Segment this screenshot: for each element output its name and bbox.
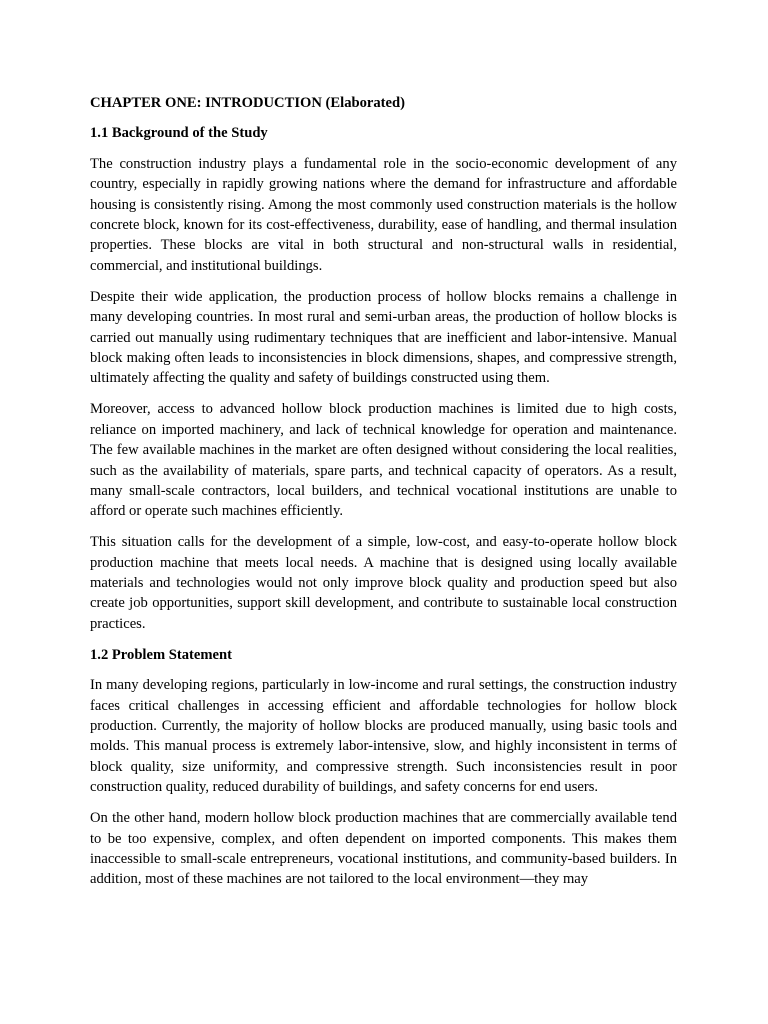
paragraph: On the other hand, modern hollow block production machines that are commercially available tend to be too expensive, complex, and often dependent on imported components. This makes them inaccessible to small-scale entrepreneurs, vocational institutions, and community-based builders. In addition, most of these machines are not tailored to the local environment—they may — [90, 810, 677, 888]
paragraph: This situation calls for the development of a simple, low-cost, and easy-to-operate hollow block production machine that meets local needs. A machine that is designed using locally available materials and technologies would not only improve block quality and production speed but also create job opportunities, support skill development, and contribute to sustainable local construction practices. — [90, 534, 677, 632]
paragraph: Moreover, access to advanced hollow block production machines is limited due to high costs, reliance on imported machinery, and lack of technical knowledge for operation and maintenance. The few available machines in the market are often designed without considering the local realities, such as the availability of materials, spare parts, and technical capacity of operators. As a result, many small-scale contractors, local builders, and technical vocational institutions are unable to afford or operate such machines efficiently. — [90, 401, 677, 520]
section-heading-background: 1.1 Background of the Study — [90, 125, 268, 142]
paragraph: The construction industry plays a fundamental role in the socio-economic development of any country, especially in rapidly growing nations where the demand for infrastructure and affordable housing is consistently rising. Among the most commonly used construction materials is the hollow concrete block, known for its cost-effectiveness, durability, ease of handling, and thermal insulation properties. These blocks are vital in both structural and non-structural walls in residential, commercial, and institutional buildings. — [90, 155, 677, 274]
paragraph: In many developing regions, particularly in low-income and rural settings, the construction industry faces critical challenges in accessing efficient and affordable technologies for hollow block production. Currently, the majority of hollow blocks are produced manually, using basic tools and molds. This manual process is extremely labor-intensive, slow, and highly inconsistent in terms of block quality, size uniformity, and compressive strength. Such inconsistencies result in poor construction quality, reduced durability of buildings, and safety concerns for end users. — [90, 677, 677, 796]
chapter-title: CHAPTER ONE: INTRODUCTION (Elaborated) — [90, 95, 405, 111]
paragraph: Despite their wide application, the production process of hollow blocks remains a challenge in many developing countries. In most rural and semi-urban areas, the production of hollow blocks is carried out manually using rudimentary techniques that are inefficient and labor-intensive. Manual block making often leads to inconsistencies in block dimensions, shapes, and compressive strength, ultimately affecting the quality and safety of buildings constructed using them. — [90, 288, 677, 387]
section-heading-problem-statement: 1.2 Problem Statement — [90, 646, 232, 663]
document-page — [90, 93, 677, 900]
